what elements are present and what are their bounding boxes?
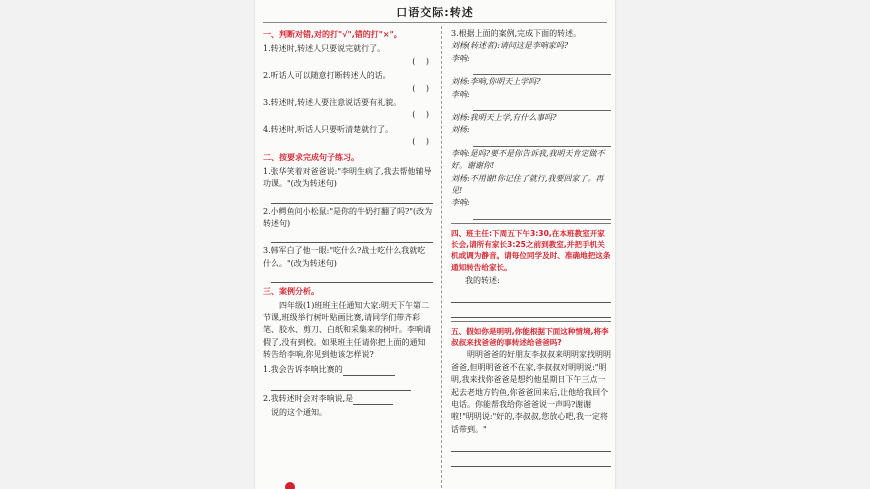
section2-item-3: 3.韩军白了他一眼:"吃什么?战士吃什么我就吃什么。"(改为转述句): [263, 246, 426, 268]
answer-blank[interactable]: [343, 366, 395, 376]
dialog-line-7: 李响:是吗?要不是你告诉我,我明天肯定做不好。谢谢你!: [451, 148, 605, 171]
section5-story: 明明爸爸的好朋友李叔叔来明明家找明明爸爸,但明明爸爸不在家,李叔叔对明明说:"明明,我来找你爸爸是想约他星期日下午三点一起去老地方钓鱼,你爸爸回来后,让他给我回个电话。你能帮我给你爸爸说一声吗?谢谢啦!"明明说:"好的,李叔叔,您放心吧,我一定将话带到。": [451, 350, 611, 434]
right-q3: 3.根据上面的案例,完成下面的转述。: [451, 29, 582, 38]
column-divider: [441, 26, 442, 488]
answer-line[interactable]: [451, 288, 611, 303]
dialog-line-1: 刘杨(转述者):请问这是李响家吗?: [451, 41, 569, 51]
section3-paragraph: 四年级(1)班班主任通知大家:明天下午第二节课,班级举行树叶贴画比赛,请同学们带齐彩笔、胶水、剪刀、白纸和采集来的树叶。李响请假了,没有到校。如果班主任请你把上面的通知转告给李响,你见到他该怎样说?: [263, 300, 431, 360]
right-background-panel: [615, 0, 870, 489]
section-separator: [451, 321, 611, 322]
answer-line[interactable]: [271, 270, 433, 283]
dialog-line-6: 刘杨:: [451, 125, 470, 135]
left-column: [263, 26, 433, 420]
section-separator: [451, 223, 611, 224]
section2-header: 二、按要求完成句子练习。: [263, 152, 359, 162]
dialog-answer-line[interactable]: [473, 137, 611, 147]
dialog-answer-line[interactable]: [473, 101, 611, 111]
section3-header: 三、案例分析。: [263, 287, 319, 297]
section1-header: 一、判断对错,对的打"√",错的打"×"。: [263, 30, 402, 39]
answer-paren-4[interactable]: ( ): [412, 137, 433, 147]
page-title: 口语交际:转述: [396, 6, 474, 19]
section2-item-2: 2.小鳄鱼问小松鼠:"是你的牛奶打翻了吗?"(改为转述句): [263, 206, 433, 229]
section3-q2-tail: 说的这个通知。: [271, 408, 327, 418]
section1-item-4: 4.转述时,听话人只要听清楚就行了。: [263, 124, 394, 134]
answer-paren-2[interactable]: ( ): [412, 83, 433, 93]
section3-q1: [263, 364, 433, 376]
left-background-panel: [0, 0, 255, 489]
answer-line[interactable]: [451, 303, 611, 318]
section3-q1-text: 1.我会告诉李响比赛的: [263, 364, 343, 374]
answer-blank[interactable]: [353, 395, 393, 405]
section4-prompt: 我的转述:: [465, 276, 500, 286]
answer-paren-1[interactable]: ( ): [412, 56, 433, 66]
dialog-line-2: 李响:: [451, 53, 470, 63]
section4-header: 四、班主任:下周五下午3:30,在本班教室开家长会,请所有家长3:25之前到教室,并把手机关机或调为静音。请每位同学及时、准确地把这条通知转告给家长。: [451, 228, 611, 272]
answer-line[interactable]: [271, 191, 433, 204]
answer-paren-3[interactable]: ( ): [412, 110, 433, 120]
worksheet-page: [255, 0, 615, 489]
section2-item-1: 1.张华笑着对爸爸说:"李明生病了,我去帮他辅导功课。"(改为转述句): [263, 166, 432, 189]
dialog-line-3: 刘杨:李响,你明天上学吗?: [451, 77, 541, 87]
title-rule: [263, 22, 607, 23]
section1-item-1: 1.转述时,转述人只要说完就行了。: [263, 44, 386, 54]
section3-q2: [263, 393, 433, 405]
dialog-line-5: 刘杨:我明天上学,有什么事吗?: [451, 112, 557, 122]
section1-item-2: 2.听话人可以随意打断转述人的话。: [263, 71, 391, 81]
dialog-answer-line[interactable]: [473, 65, 611, 75]
answer-line[interactable]: [271, 230, 433, 243]
dialog-line-9: 李响:: [451, 198, 470, 208]
section1-item-3: 3.转述时,转述人要注意说话要有礼貌。: [263, 97, 402, 107]
dialog-line-4: 李响:: [451, 89, 470, 99]
answer-line[interactable]: [271, 376, 411, 391]
dialog-answer-line[interactable]: [473, 210, 611, 220]
right-column: [451, 26, 611, 467]
page-marker-dot: [285, 482, 295, 489]
answer-line[interactable]: [451, 452, 611, 467]
dialog-line-8: 刘杨:不用谢!你记住了就行,我要回家了。再见!: [451, 173, 604, 195]
section3-q2-text: 2.我转述时会对李响说,是: [263, 393, 354, 403]
answer-line[interactable]: [451, 437, 611, 452]
section5-header: 五、假如你是明明,你能根据下面这种情境,将李叔叔来找爸爸的事转述给爸爸吗?: [451, 326, 609, 348]
